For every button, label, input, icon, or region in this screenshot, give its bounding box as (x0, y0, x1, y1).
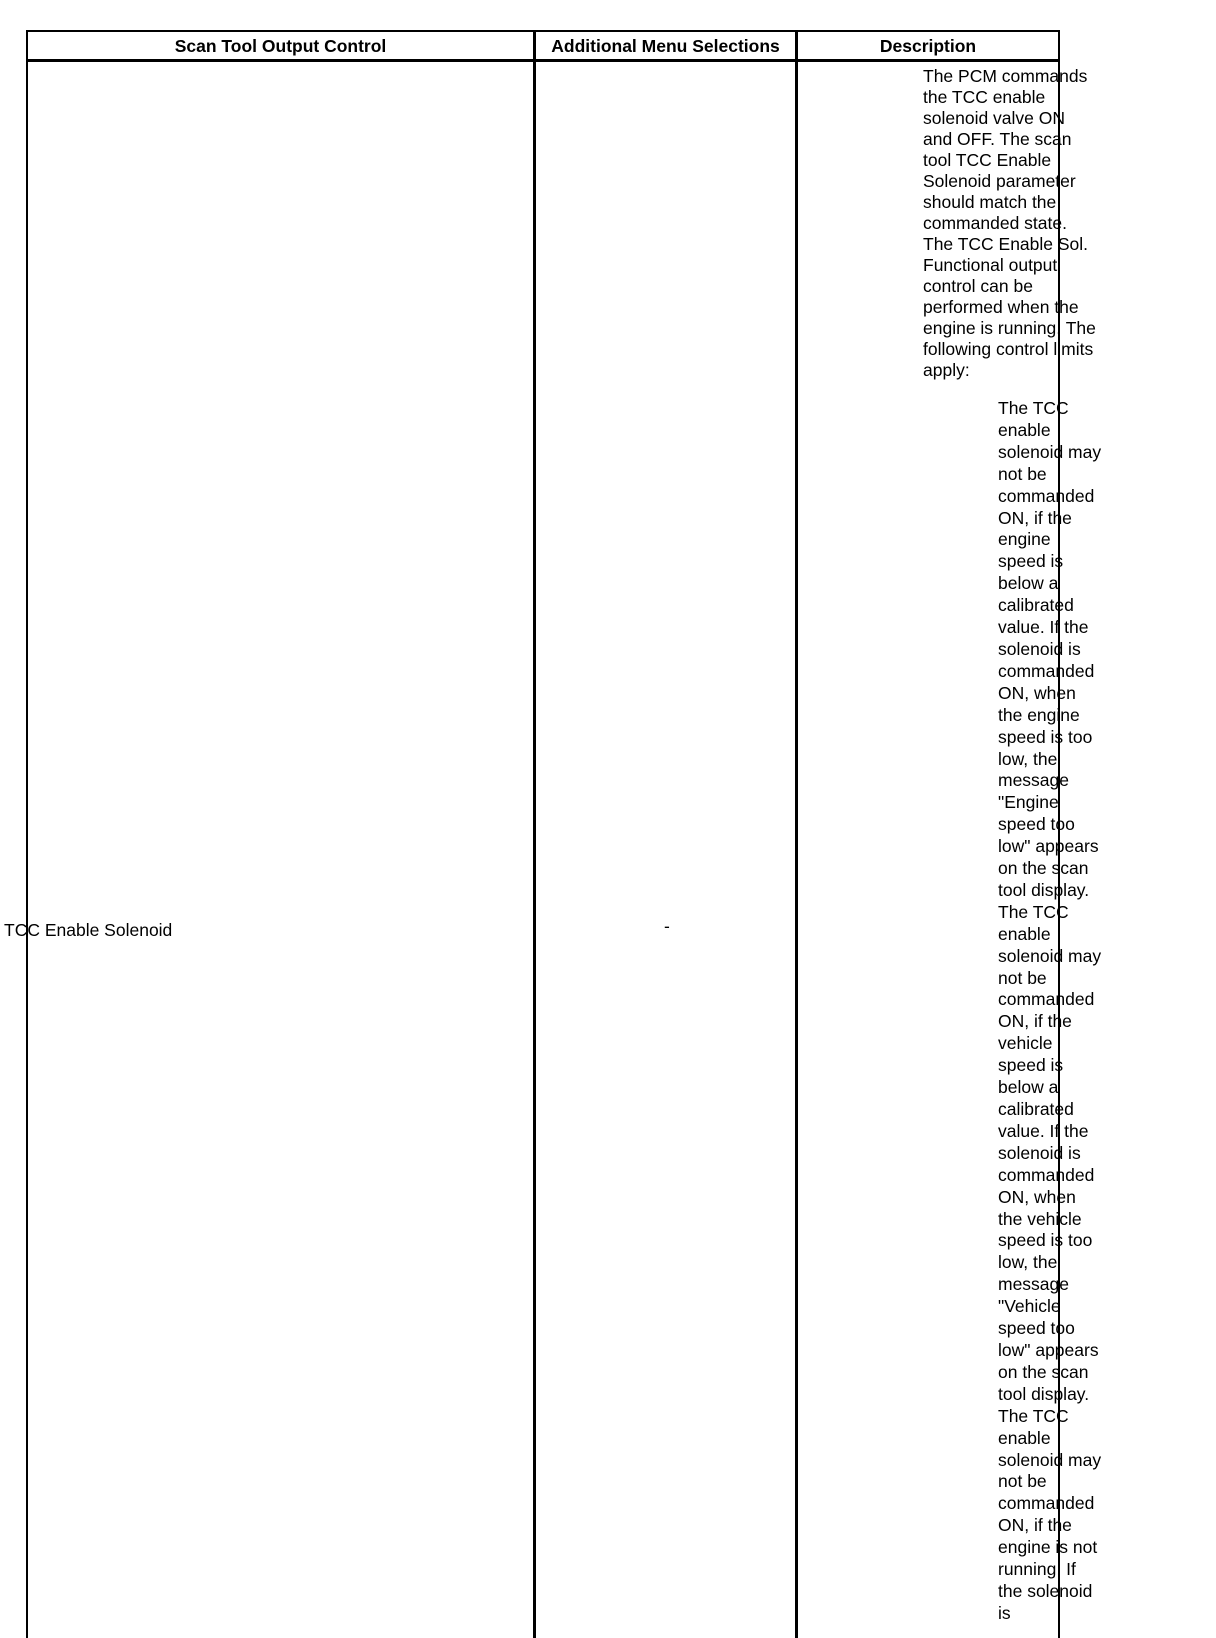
description-limit-line: on the scan (998, 1361, 1089, 1382)
description-limit-line: solenoid is (998, 638, 1081, 659)
table-left-border (26, 30, 28, 1638)
description-intro-line: engine is running. The (923, 318, 1096, 338)
description-limit-line: engine (998, 529, 1051, 550)
description-intro-line: and OFF. The scan (923, 129, 1072, 149)
description-limit-line: vehicle (998, 1033, 1053, 1054)
header-scan-tool-output-control: Scan Tool Output Control (174, 35, 387, 56)
description-limit-line: speed too (998, 1318, 1075, 1339)
description-limit-line: solenoid may (998, 1449, 1102, 1470)
description-limit-line: commanded (998, 1164, 1095, 1185)
description-limit-line: calibrated (998, 595, 1074, 616)
description-intro-line: control can be (923, 276, 1033, 296)
description-limit-line: enable (998, 923, 1051, 944)
description-limit-line: value. If the (998, 1120, 1089, 1141)
description-limit-line: below a (998, 1077, 1059, 1098)
description-limit-line: The TCC (998, 901, 1069, 922)
description-limit-line: not be (998, 967, 1047, 988)
description-limit-line: ON, if the (998, 1011, 1072, 1032)
description-limit-line: the vehicle (998, 1208, 1082, 1229)
description-limit-line: below a (998, 573, 1059, 594)
description-limit-line: "Vehicle (998, 1296, 1061, 1317)
description-limit-line: ON, when (998, 1186, 1076, 1207)
description-limit-line: the engine (998, 704, 1080, 725)
description-limit-line: not be (998, 1471, 1047, 1492)
cell-output-control: TCC Enable Solenoid (4, 920, 173, 940)
description-limit-line: commanded (998, 660, 1095, 681)
description-limit-line: tool display. (998, 1383, 1090, 1404)
description-limit-line: ON, if the (998, 507, 1072, 528)
column-divider-2 (795, 30, 798, 1638)
description-limit-line: The TCC (998, 1405, 1069, 1426)
description-limit-line: low, the (998, 1252, 1058, 1273)
column-divider-1 (533, 30, 536, 1638)
description-limit-line: is (998, 1602, 1011, 1623)
description-limit-line: tool display. (998, 879, 1090, 900)
description-limit-line: calibrated (998, 1099, 1074, 1119)
description-intro-line: solenoid valve ON (923, 108, 1066, 128)
description-limit-line: solenoid may (998, 945, 1102, 966)
description-limit-line: on the scan (998, 858, 1089, 879)
description-intro-line: The TCC Enable Sol. (923, 234, 1089, 254)
description-limit-line: message (998, 1274, 1070, 1295)
description-limit-line: not be (998, 463, 1047, 484)
description-intro-line: the TCC enable (923, 87, 1046, 107)
description-intro (923, 66, 1112, 381)
description-limit-item (998, 398, 1114, 902)
description-limit-line: running. If (998, 1559, 1076, 1580)
description-limit-line: commanded (998, 1493, 1095, 1514)
description-intro-line: Solenoid parameter (923, 171, 1076, 191)
description-limit-line: commanded (998, 485, 1095, 506)
description-limits-list (998, 398, 1114, 1625)
description-intro-line: commanded state. (923, 213, 1067, 233)
description-limit-line: low" appears (998, 836, 1099, 857)
description-limit-line: speed too (998, 814, 1075, 835)
description-limit-line: enable (998, 419, 1051, 440)
description-limit-line: enable (998, 1427, 1051, 1448)
description-limit-line: speed is (998, 1055, 1064, 1076)
description-limit-line: the solenoid (998, 1580, 1093, 1601)
description-limit-line: value. If the (998, 617, 1089, 638)
description-limit-item (998, 902, 1114, 1406)
description-intro-line: tool TCC Enable (923, 150, 1052, 170)
description-limit-line: speed is (998, 551, 1064, 572)
description-limit-line: solenoid may (998, 441, 1102, 462)
cell-menu-selection: - (664, 916, 670, 936)
description-limit-line: commanded (998, 989, 1095, 1010)
header-additional-menu-selections: Additional Menu Selections (551, 35, 780, 56)
description-intro-line: performed when the (923, 297, 1079, 317)
description-intro-line: apply: (923, 360, 970, 380)
description-limit-line: "Engine (998, 792, 1059, 813)
description-limit-item (998, 1406, 1114, 1625)
description-limit-line: ON, if the (998, 1515, 1072, 1536)
description-limit-line: The TCC (998, 398, 1069, 418)
description-limit-line: solenoid is (998, 1142, 1081, 1163)
description-limit-line: speed is too (998, 1230, 1093, 1251)
description-limit-line: low" appears (998, 1339, 1099, 1360)
description-limit-line: speed is too (998, 726, 1093, 747)
description-intro-line: should match the (923, 192, 1057, 212)
description-limit-line: ON, when (998, 682, 1076, 703)
description-intro-line: Functional output (923, 255, 1058, 275)
description-intro-line: following control limits (923, 339, 1094, 359)
header-description: Description (879, 35, 977, 56)
description-limit-line: low, the (998, 748, 1058, 769)
description-limit-line: message (998, 770, 1070, 791)
description-limit-line: engine is not (998, 1537, 1098, 1558)
description-intro-line: The PCM commands (923, 66, 1088, 86)
